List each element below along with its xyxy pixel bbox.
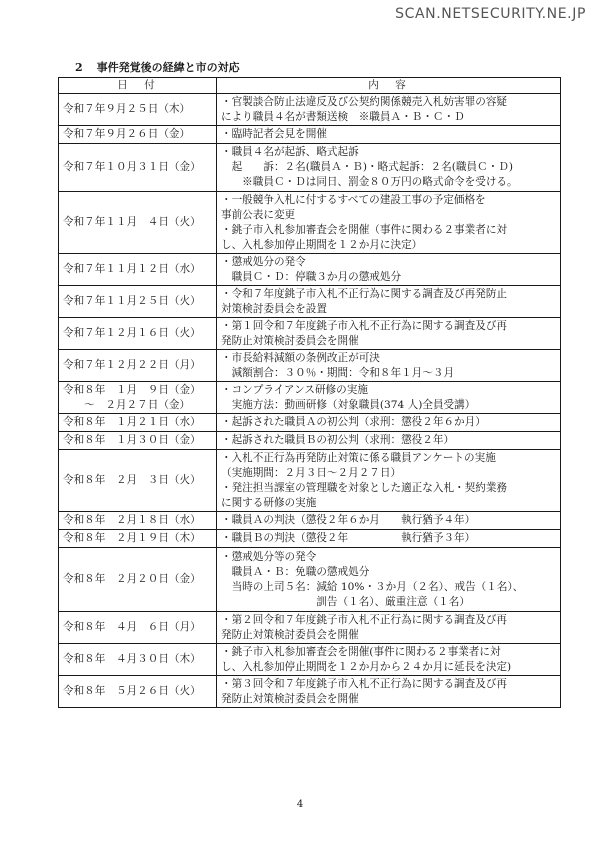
event-content-cell (217, 450, 561, 512)
table-row (59, 254, 561, 286)
table-row (59, 126, 561, 144)
event-date-cell (59, 432, 217, 450)
event-date-cell (59, 144, 217, 192)
watermark: SCAN.NETSECURITY.NE.JP (395, 6, 586, 22)
event-content-line: ・銚子市入札参加審査会を開催(事件に関わる２事業者に対 (221, 645, 501, 658)
event-content-line: ・令和７年度銚子市入札不正行為に関する調査及び再発防止 (221, 287, 508, 300)
event-date-cell (59, 318, 217, 350)
event-date-cell (59, 382, 217, 414)
event-date: 令和８年 ２月２０日（金） (63, 573, 201, 585)
event-content-cell (217, 94, 561, 126)
event-date-cell (59, 286, 217, 318)
timeline-table (58, 77, 561, 708)
event-content-line: ・懲戒処分等の発令 (221, 550, 317, 563)
event-content-cell (217, 432, 561, 450)
event-content-line: し、入札参加停止期間を１２か月に決定） (221, 238, 423, 251)
event-content-line: ・官製談合防止法違反及び公契約関係競売入札妨害罪の容疑 (221, 95, 508, 108)
event-date-cell (59, 126, 217, 144)
event-date: 令和８年 １月２１日（水） (63, 416, 201, 428)
event-content-cell (217, 612, 561, 644)
event-content-line: ・起訴された職員Ａの初公判（求刑：懲役２年６か月） (221, 416, 486, 428)
event-date: 令和７年９月２６日（金） (63, 128, 191, 140)
section-title-text: 事件発覚後の経緯と市の対応 (96, 61, 240, 74)
table-body (59, 94, 561, 708)
event-content-line: 当時の上司５名：減給 10%・３か月（２名）、戒告（１名）、 (221, 580, 524, 593)
event-content-cell (217, 382, 561, 414)
event-content-line: ・銚子市入札参加審査会を開催（事件に関わる２事業者に対 (221, 223, 508, 236)
header-date: 日 付 (59, 78, 217, 94)
event-content-cell (217, 676, 561, 708)
table-header-row (59, 78, 561, 94)
event-content-line: 対策検討委員会を設置 (221, 302, 327, 315)
event-content-cell (217, 254, 561, 286)
event-content-line: ・職員Ｂの判決（懲役２年 執行猶予３年） (221, 532, 476, 544)
event-content-line: ・発注担当課室の管理職を対象とした適正な入札・契約業務 (221, 481, 508, 494)
table-row (59, 512, 561, 530)
table-row (59, 414, 561, 432)
event-content-line: ・臨時記者会見を開催 (221, 128, 327, 140)
table-row (59, 530, 561, 548)
event-date-cell (59, 350, 217, 382)
event-date-cell (59, 192, 217, 254)
table-row (59, 350, 561, 382)
event-date-cell (59, 676, 217, 708)
event-content-line: （実施期間：２月３日～２月２７日） (221, 466, 402, 479)
event-content-cell (217, 192, 561, 254)
event-date: 令和８年 １月３０日（金） (63, 434, 201, 446)
event-date-cell (59, 612, 217, 644)
event-content-line: ・一般競争入札に付するすべての建設工事の予定価格を (221, 193, 486, 206)
table-row (59, 286, 561, 318)
event-content-line: 発防止対策検討委員会を開催 (221, 334, 359, 347)
event-date: ～ ２月２７日（金） (63, 398, 191, 411)
event-content-cell (217, 318, 561, 350)
event-content-cell (217, 644, 561, 676)
event-content-line: により職員４名が書類送検 ※職員Ａ・Ｂ・Ｃ・Ｄ (221, 110, 465, 123)
event-date-cell (59, 414, 217, 432)
table-row (59, 318, 561, 350)
table-row (59, 676, 561, 708)
table-row (59, 432, 561, 450)
event-date: 令和８年 ２月 ３日（火） (63, 474, 201, 486)
event-date-cell (59, 512, 217, 530)
event-content-line: し、入札参加停止期間を１２か月から２４か月に延長を決定) (221, 660, 512, 673)
event-content-cell (217, 512, 561, 530)
event-content-line: ・入札不正行為再発防止対策に係る職員アンケートの実施 (221, 451, 496, 464)
event-date: 令和７年１１月１２日（水） (63, 263, 201, 275)
event-date: 令和８年 ５月２６日（火） (63, 685, 201, 697)
event-content-line: 実施方法：動画研修（対象職員(374 人)全員受講） (221, 398, 476, 411)
table-row (59, 382, 561, 414)
event-date-cell (59, 548, 217, 612)
event-content-line: ・職員４名が起訴、略式起訴 (221, 146, 359, 158)
event-content-line: ・第１回令和７年度銚子市入札不正行為に関する調査及び再 (221, 319, 508, 332)
event-date-cell (59, 94, 217, 126)
event-content-line: ・第２回令和７年度銚子市入札不正行為に関する調査及び再 (221, 613, 508, 626)
event-date: 令和８年 ４月３０日（木） (63, 653, 201, 665)
table-row (59, 548, 561, 612)
event-content-line: 事前公表に変更 (221, 208, 296, 221)
event-date: 令和８年 ２月１９日（木） (63, 532, 201, 544)
event-content-line: 発防止対策検討委員会を開催 (221, 628, 359, 641)
table-row (59, 612, 561, 644)
event-content-line: ・懲戒処分の発令 (221, 255, 306, 268)
event-content-cell (217, 286, 561, 318)
table-row (59, 192, 561, 254)
event-date-cell (59, 450, 217, 512)
event-date-cell (59, 254, 217, 286)
event-content-line: ・職員Ａの判決（懲役２年６か月 執行猶予４年） (221, 514, 476, 526)
event-content-line: 訓告（１名）、厳重注意（１名） (221, 595, 470, 608)
event-date: 令和７年１１月２５日（火） (63, 295, 201, 307)
event-content-cell (217, 548, 561, 612)
event-content-line: ・第３回令和７年度銚子市入札不正行為に関する調査及び再 (221, 677, 508, 690)
event-date: 令和７年１１月 ４日（火） (63, 216, 201, 228)
event-content-line: 起 訴：２名(職員Ａ・Ｂ)・略式起訴：２名(職員Ｃ・Ｄ) (221, 161, 513, 173)
table-row (59, 644, 561, 676)
event-content-line: ・起訴された職員Ｂの初公判（求刑：懲役２年） (221, 434, 455, 446)
event-date: 令和８年 １月 ９日（金） (63, 383, 201, 396)
event-date: 令和７年９月２５日（木） (63, 103, 191, 115)
page-number: 4 (296, 799, 304, 810)
event-content-line: 発防止対策検討委員会を開催 (221, 692, 359, 705)
table-row (59, 144, 561, 192)
event-date: 令和８年 ４月 ６日（月） (63, 621, 201, 633)
event-content-cell (217, 126, 561, 144)
section-title (75, 59, 240, 75)
event-content-line: に関する研修の実施 (221, 496, 317, 509)
event-content-cell (217, 144, 561, 192)
event-date-cell (59, 530, 217, 548)
event-content-cell (217, 350, 561, 382)
event-content-cell (217, 530, 561, 548)
event-date: 令和８年 ２月１８日（水） (63, 514, 201, 526)
event-content-line: ・コンプライアンス研修の実施 (221, 383, 368, 396)
section-number: 2 (75, 61, 83, 74)
table-row (59, 450, 561, 512)
event-content-line: 職員Ａ・Ｂ：免職の懲戒処分 (221, 565, 370, 578)
event-content-line: ・市長給料減額の条例改正が可決 (221, 351, 380, 364)
table-row (59, 94, 561, 126)
event-content-line: 減額割合：３０％・期間：令和８年１月～３月 (221, 366, 455, 379)
event-date: 令和７年１０月３１日（金） (63, 161, 201, 173)
event-content-cell (217, 414, 561, 432)
header-content: 内 容 (217, 78, 561, 94)
event-content-line: ※職員Ｃ・Ｄは同日、罰金８０万円の略式命令を受ける。 (221, 176, 518, 188)
event-date: 令和７年１２月１６日（火） (63, 327, 201, 339)
event-date-cell (59, 644, 217, 676)
event-date: 令和７年１２月２２日（月） (63, 359, 201, 371)
event-content-line: 職員Ｃ・Ｄ：停職３か月の懲戒処分 (221, 270, 402, 283)
